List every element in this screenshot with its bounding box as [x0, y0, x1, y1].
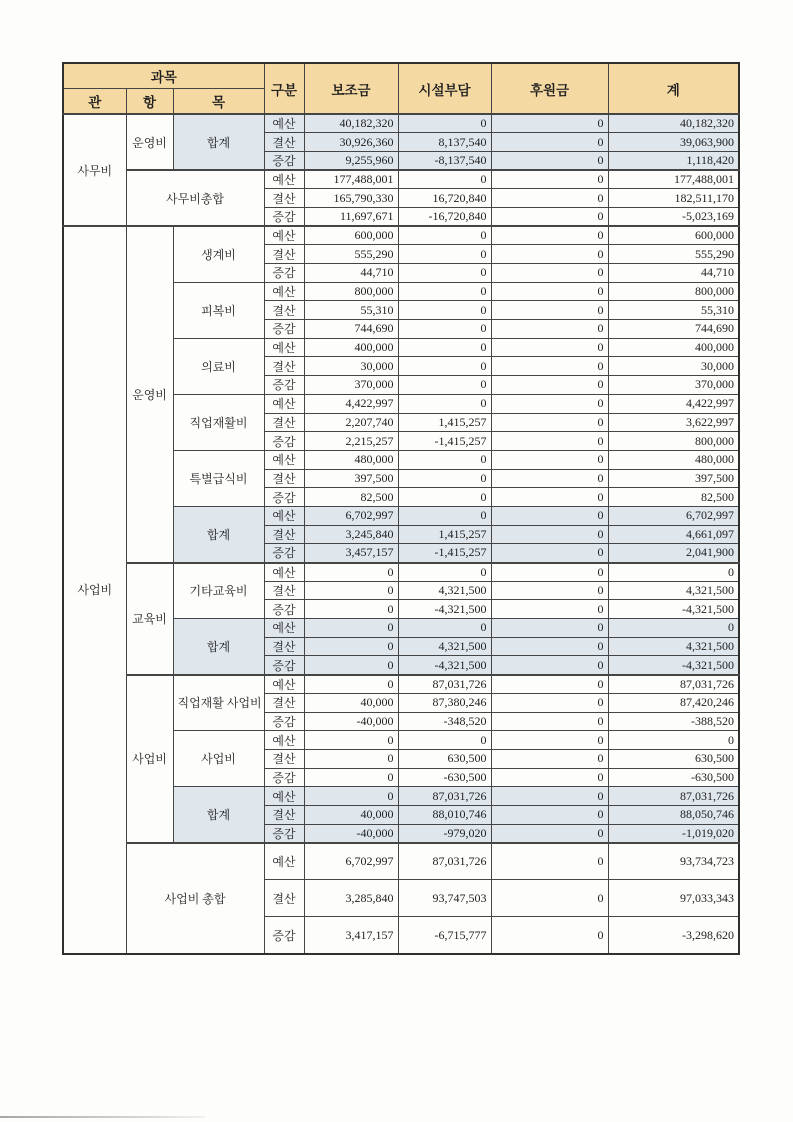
cell-gubun: 증감 — [264, 320, 304, 339]
cell-value: -979,020 — [398, 824, 491, 843]
cell-value: 3,457,157 — [304, 544, 398, 563]
cell-value: 0 — [608, 731, 739, 750]
cell-gubun: 증감 — [264, 432, 304, 451]
cell-gubun: 예산 — [264, 563, 304, 582]
cell-value: 1,118,420 — [608, 151, 739, 170]
cell-value: 4,321,500 — [398, 581, 491, 600]
cell-value: 397,500 — [304, 469, 398, 488]
cell-value: -3,298,620 — [608, 917, 739, 954]
cell-value: 0 — [608, 619, 739, 638]
cell-value: -4,321,500 — [608, 600, 739, 619]
cell-value: 6,702,997 — [304, 506, 398, 525]
cell-value: 44,710 — [304, 264, 398, 283]
cell-value: 0 — [491, 749, 608, 768]
cell-value: 0 — [304, 600, 398, 619]
cell-value: 0 — [398, 731, 491, 750]
cell-gubun: 결산 — [264, 581, 304, 600]
table-header — [63, 63, 739, 114]
cell-value: 0 — [398, 619, 491, 638]
cell-value: 3,622,997 — [608, 413, 739, 432]
cell-value: 400,000 — [608, 338, 739, 357]
cell-value: 0 — [398, 114, 491, 133]
cell-value: 2,215,257 — [304, 432, 398, 451]
header-mok: 목 — [173, 89, 264, 115]
cell-value: 30,000 — [608, 357, 739, 376]
cell-value: 0 — [398, 394, 491, 413]
cell-value: 82,500 — [304, 488, 398, 507]
cell-value: 0 — [304, 731, 398, 750]
cell-value: 87,420,246 — [608, 693, 739, 712]
header-hang: 항 — [126, 89, 173, 115]
cell-value: 0 — [491, 133, 608, 152]
cell-gubun: 결산 — [264, 637, 304, 656]
cell-hang: 운영비 — [126, 226, 173, 562]
cell-gubun: 결산 — [264, 245, 304, 264]
cell-value: -1,415,257 — [398, 432, 491, 451]
cell-value: 6,702,997 — [608, 506, 739, 525]
cell-value: 0 — [491, 226, 608, 245]
cell-gubun: 결산 — [264, 133, 304, 152]
cell-gubun: 결산 — [264, 805, 304, 824]
cell-gubun: 증감 — [264, 917, 304, 954]
cell-gubun: 예산 — [264, 843, 304, 880]
cell-gubun: 예산 — [264, 170, 304, 189]
cell-value: 0 — [491, 600, 608, 619]
header-gye: 계 — [608, 63, 739, 114]
cell-value: 0 — [491, 768, 608, 787]
cell-value: 0 — [491, 544, 608, 563]
cell-gubun: 예산 — [264, 282, 304, 301]
cell-value: 630,500 — [608, 749, 739, 768]
cell-value: -6,715,777 — [398, 917, 491, 954]
cell-value: 0 — [491, 675, 608, 694]
cell-value: 0 — [491, 656, 608, 675]
cell-gwan: 사무비 — [63, 114, 126, 226]
cell-gubun: 예산 — [264, 394, 304, 413]
cell-gubun: 증감 — [264, 376, 304, 395]
cell-value: 397,500 — [608, 469, 739, 488]
cell-value: 0 — [304, 637, 398, 656]
cell-value: 3,417,157 — [304, 917, 398, 954]
table-body — [63, 114, 739, 954]
cell-value: 0 — [304, 768, 398, 787]
cell-value: 0 — [491, 245, 608, 264]
cell-value: 0 — [491, 320, 608, 339]
cell-value: -5,023,169 — [608, 207, 739, 226]
cell-value: 0 — [491, 506, 608, 525]
cell-value: -4,321,500 — [398, 656, 491, 675]
cell-value: 182,511,170 — [608, 189, 739, 208]
cell-mok: 합계 — [173, 506, 264, 562]
cell-value: 800,000 — [608, 282, 739, 301]
cell-value: 9,255,960 — [304, 151, 398, 170]
cell-value: 87,031,726 — [608, 675, 739, 694]
cell-gubun: 증감 — [264, 656, 304, 675]
cell-gubun: 증감 — [264, 824, 304, 843]
cell-value: 0 — [491, 731, 608, 750]
cell-gubun: 결산 — [264, 469, 304, 488]
cell-value: 2,041,900 — [608, 544, 739, 563]
cell-mok: 특별급식비 — [173, 450, 264, 506]
cell-value: 0 — [304, 749, 398, 768]
cell-gubun: 예산 — [264, 506, 304, 525]
cell-mok: 기타교육비 — [173, 563, 264, 619]
cell-value: 4,422,997 — [304, 394, 398, 413]
cell-value: 4,321,500 — [398, 637, 491, 656]
cell-value: 82,500 — [608, 488, 739, 507]
cell-value: 800,000 — [304, 282, 398, 301]
cell-value: 0 — [491, 114, 608, 133]
cell-value: 1,415,257 — [398, 525, 491, 544]
cell-value: 600,000 — [304, 226, 398, 245]
cell-value: -388,520 — [608, 712, 739, 731]
cell-value: 0 — [491, 488, 608, 507]
cell-hang: 운영비 — [126, 114, 173, 170]
cell-gubun: 결산 — [264, 749, 304, 768]
budget-table — [62, 62, 740, 955]
cell-value: 40,000 — [304, 805, 398, 824]
cell-mok: 생계비 — [173, 226, 264, 282]
cell-value: 0 — [491, 619, 608, 638]
cell-hang: 교육비 — [126, 563, 173, 675]
cell-value: 4,321,500 — [608, 581, 739, 600]
cell-value: 0 — [398, 450, 491, 469]
cell-value: 0 — [398, 376, 491, 395]
cell-value: 0 — [491, 264, 608, 283]
cell-value: 400,000 — [304, 338, 398, 357]
cell-value: 4,321,500 — [608, 637, 739, 656]
cell-value: 88,050,746 — [608, 805, 739, 824]
header-siseolbudam: 시설부담 — [398, 63, 491, 114]
cell-value: 744,690 — [608, 320, 739, 339]
cell-value: 11,697,671 — [304, 207, 398, 226]
header-gwamok: 과목 — [63, 63, 264, 89]
cell-gubun: 증감 — [264, 264, 304, 283]
cell-value: 0 — [491, 693, 608, 712]
cell-value: 0 — [398, 226, 491, 245]
cell-value: 0 — [491, 413, 608, 432]
cell-value: 480,000 — [608, 450, 739, 469]
cell-mok: 사업비 — [173, 731, 264, 787]
cell-mok: 합계 — [173, 114, 264, 170]
cell-value: -630,500 — [608, 768, 739, 787]
cell-gubun: 예산 — [264, 338, 304, 357]
cell-value: 0 — [491, 170, 608, 189]
cell-value: 87,031,726 — [398, 787, 491, 806]
cell-value: 0 — [304, 619, 398, 638]
cell-gwan: 사업비 — [63, 226, 126, 954]
cell-value: 87,031,726 — [398, 675, 491, 694]
cell-gubun: 결산 — [264, 189, 304, 208]
scan-artifact-line — [0, 1116, 205, 1118]
cell-value: 55,310 — [304, 301, 398, 320]
cell-value: 0 — [491, 189, 608, 208]
cell-value: 0 — [304, 675, 398, 694]
cell-value: 4,422,997 — [608, 394, 739, 413]
cell-mok: 합계 — [173, 787, 264, 843]
cell-value: 0 — [304, 563, 398, 582]
cell-value: -1,415,257 — [398, 544, 491, 563]
cell-value: 600,000 — [608, 226, 739, 245]
cell-value: 0 — [491, 376, 608, 395]
cell-value: 93,734,723 — [608, 843, 739, 880]
cell-value: 555,290 — [608, 245, 739, 264]
cell-value: 0 — [398, 282, 491, 301]
cell-value: 370,000 — [608, 376, 739, 395]
cell-value: 0 — [398, 506, 491, 525]
cell-value: 555,290 — [304, 245, 398, 264]
cell-gubun: 증감 — [264, 207, 304, 226]
cell-gubun: 결산 — [264, 880, 304, 917]
cell-value: 0 — [491, 469, 608, 488]
cell-value: 30,000 — [304, 357, 398, 376]
cell-gubun: 결산 — [264, 301, 304, 320]
cell-value: 0 — [491, 917, 608, 954]
cell-value: 1,415,257 — [398, 413, 491, 432]
cell-value: 744,690 — [304, 320, 398, 339]
cell-value: 0 — [398, 264, 491, 283]
cell-value: 39,063,900 — [608, 133, 739, 152]
cell-gubun: 결산 — [264, 413, 304, 432]
cell-value: 0 — [398, 563, 491, 582]
cell-value: 0 — [398, 301, 491, 320]
cell-gubun: 증감 — [264, 712, 304, 731]
cell-gubun: 예산 — [264, 114, 304, 133]
cell-value: 0 — [491, 824, 608, 843]
cell-value: 165,790,330 — [304, 189, 398, 208]
cell-value: -348,520 — [398, 712, 491, 731]
cell-value: 480,000 — [304, 450, 398, 469]
cell-subtotal-label: 사업비 총합 — [126, 843, 264, 954]
cell-value: 0 — [491, 282, 608, 301]
cell-gubun: 증감 — [264, 488, 304, 507]
cell-value: 4,661,097 — [608, 525, 739, 544]
cell-value: 0 — [491, 450, 608, 469]
cell-gubun: 결산 — [264, 357, 304, 376]
cell-value: 40,182,320 — [304, 114, 398, 133]
cell-value: -16,720,840 — [398, 207, 491, 226]
cell-hang: 사업비 — [126, 675, 173, 843]
cell-value: 0 — [398, 357, 491, 376]
cell-value: 0 — [608, 563, 739, 582]
cell-gubun: 예산 — [264, 787, 304, 806]
cell-value: 0 — [491, 525, 608, 544]
cell-value: 0 — [491, 151, 608, 170]
cell-value: 87,031,726 — [608, 787, 739, 806]
cell-value: 0 — [491, 843, 608, 880]
cell-gubun: 예산 — [264, 226, 304, 245]
cell-value: 55,310 — [608, 301, 739, 320]
cell-value: 0 — [398, 488, 491, 507]
cell-value: 0 — [491, 787, 608, 806]
cell-gubun: 증감 — [264, 151, 304, 170]
cell-value: -40,000 — [304, 712, 398, 731]
header-gwan: 관 — [63, 89, 126, 115]
cell-value: 6,702,997 — [304, 843, 398, 880]
cell-gubun: 예산 — [264, 450, 304, 469]
cell-mok: 직업재활 사업비 — [173, 675, 264, 731]
cell-value: 0 — [398, 338, 491, 357]
cell-value: 0 — [491, 805, 608, 824]
cell-value: 0 — [491, 357, 608, 376]
cell-value: 93,747,503 — [398, 880, 491, 917]
cell-value: 177,488,001 — [304, 170, 398, 189]
cell-value: 0 — [491, 581, 608, 600]
cell-mok: 피복비 — [173, 282, 264, 338]
cell-value: 0 — [491, 432, 608, 451]
cell-value: 630,500 — [398, 749, 491, 768]
cell-value: 0 — [398, 170, 491, 189]
cell-mok: 의료비 — [173, 338, 264, 394]
cell-gubun: 증감 — [264, 600, 304, 619]
cell-gubun: 결산 — [264, 525, 304, 544]
cell-value: 177,488,001 — [608, 170, 739, 189]
cell-value: -40,000 — [304, 824, 398, 843]
cell-value: 0 — [491, 338, 608, 357]
header-bojogeum: 보조금 — [304, 63, 398, 114]
cell-value: 370,000 — [304, 376, 398, 395]
cell-value: 0 — [304, 656, 398, 675]
cell-gubun: 증감 — [264, 768, 304, 787]
cell-value: 3,245,840 — [304, 525, 398, 544]
cell-value: 0 — [491, 637, 608, 656]
cell-gubun: 결산 — [264, 693, 304, 712]
header-gubun: 구분 — [264, 63, 304, 114]
cell-value: 0 — [491, 301, 608, 320]
cell-value: 44,710 — [608, 264, 739, 283]
cell-value: 40,182,320 — [608, 114, 739, 133]
cell-value: -4,321,500 — [608, 656, 739, 675]
cell-value: 40,000 — [304, 693, 398, 712]
cell-value: 0 — [491, 207, 608, 226]
cell-value: 0 — [491, 880, 608, 917]
cell-value: 97,033,343 — [608, 880, 739, 917]
cell-value: -1,019,020 — [608, 824, 739, 843]
cell-value: 30,926,360 — [304, 133, 398, 152]
cell-value: 800,000 — [608, 432, 739, 451]
cell-value: -8,137,540 — [398, 151, 491, 170]
cell-subtotal-label: 사무비총합 — [126, 170, 264, 226]
cell-value: 0 — [398, 245, 491, 264]
cell-value: 2,207,740 — [304, 413, 398, 432]
cell-value: 16,720,840 — [398, 189, 491, 208]
cell-value: 0 — [491, 712, 608, 731]
cell-value: 87,380,246 — [398, 693, 491, 712]
header-huwongeum: 후원금 — [491, 63, 608, 114]
cell-value: 87,031,726 — [398, 843, 491, 880]
cell-mok: 직업재활비 — [173, 394, 264, 450]
cell-value: 3,285,840 — [304, 880, 398, 917]
cell-value: 0 — [398, 469, 491, 488]
cell-value: 0 — [304, 787, 398, 806]
cell-gubun: 예산 — [264, 619, 304, 638]
cell-gubun: 증감 — [264, 544, 304, 563]
cell-gubun: 예산 — [264, 731, 304, 750]
cell-gubun: 예산 — [264, 675, 304, 694]
cell-value: 8,137,540 — [398, 133, 491, 152]
cell-value: -630,500 — [398, 768, 491, 787]
cell-value: 0 — [398, 320, 491, 339]
cell-value: 0 — [491, 563, 608, 582]
cell-value: 0 — [491, 394, 608, 413]
cell-mok: 합계 — [173, 619, 264, 675]
cell-value: 0 — [304, 581, 398, 600]
cell-value: -4,321,500 — [398, 600, 491, 619]
cell-value: 88,010,746 — [398, 805, 491, 824]
